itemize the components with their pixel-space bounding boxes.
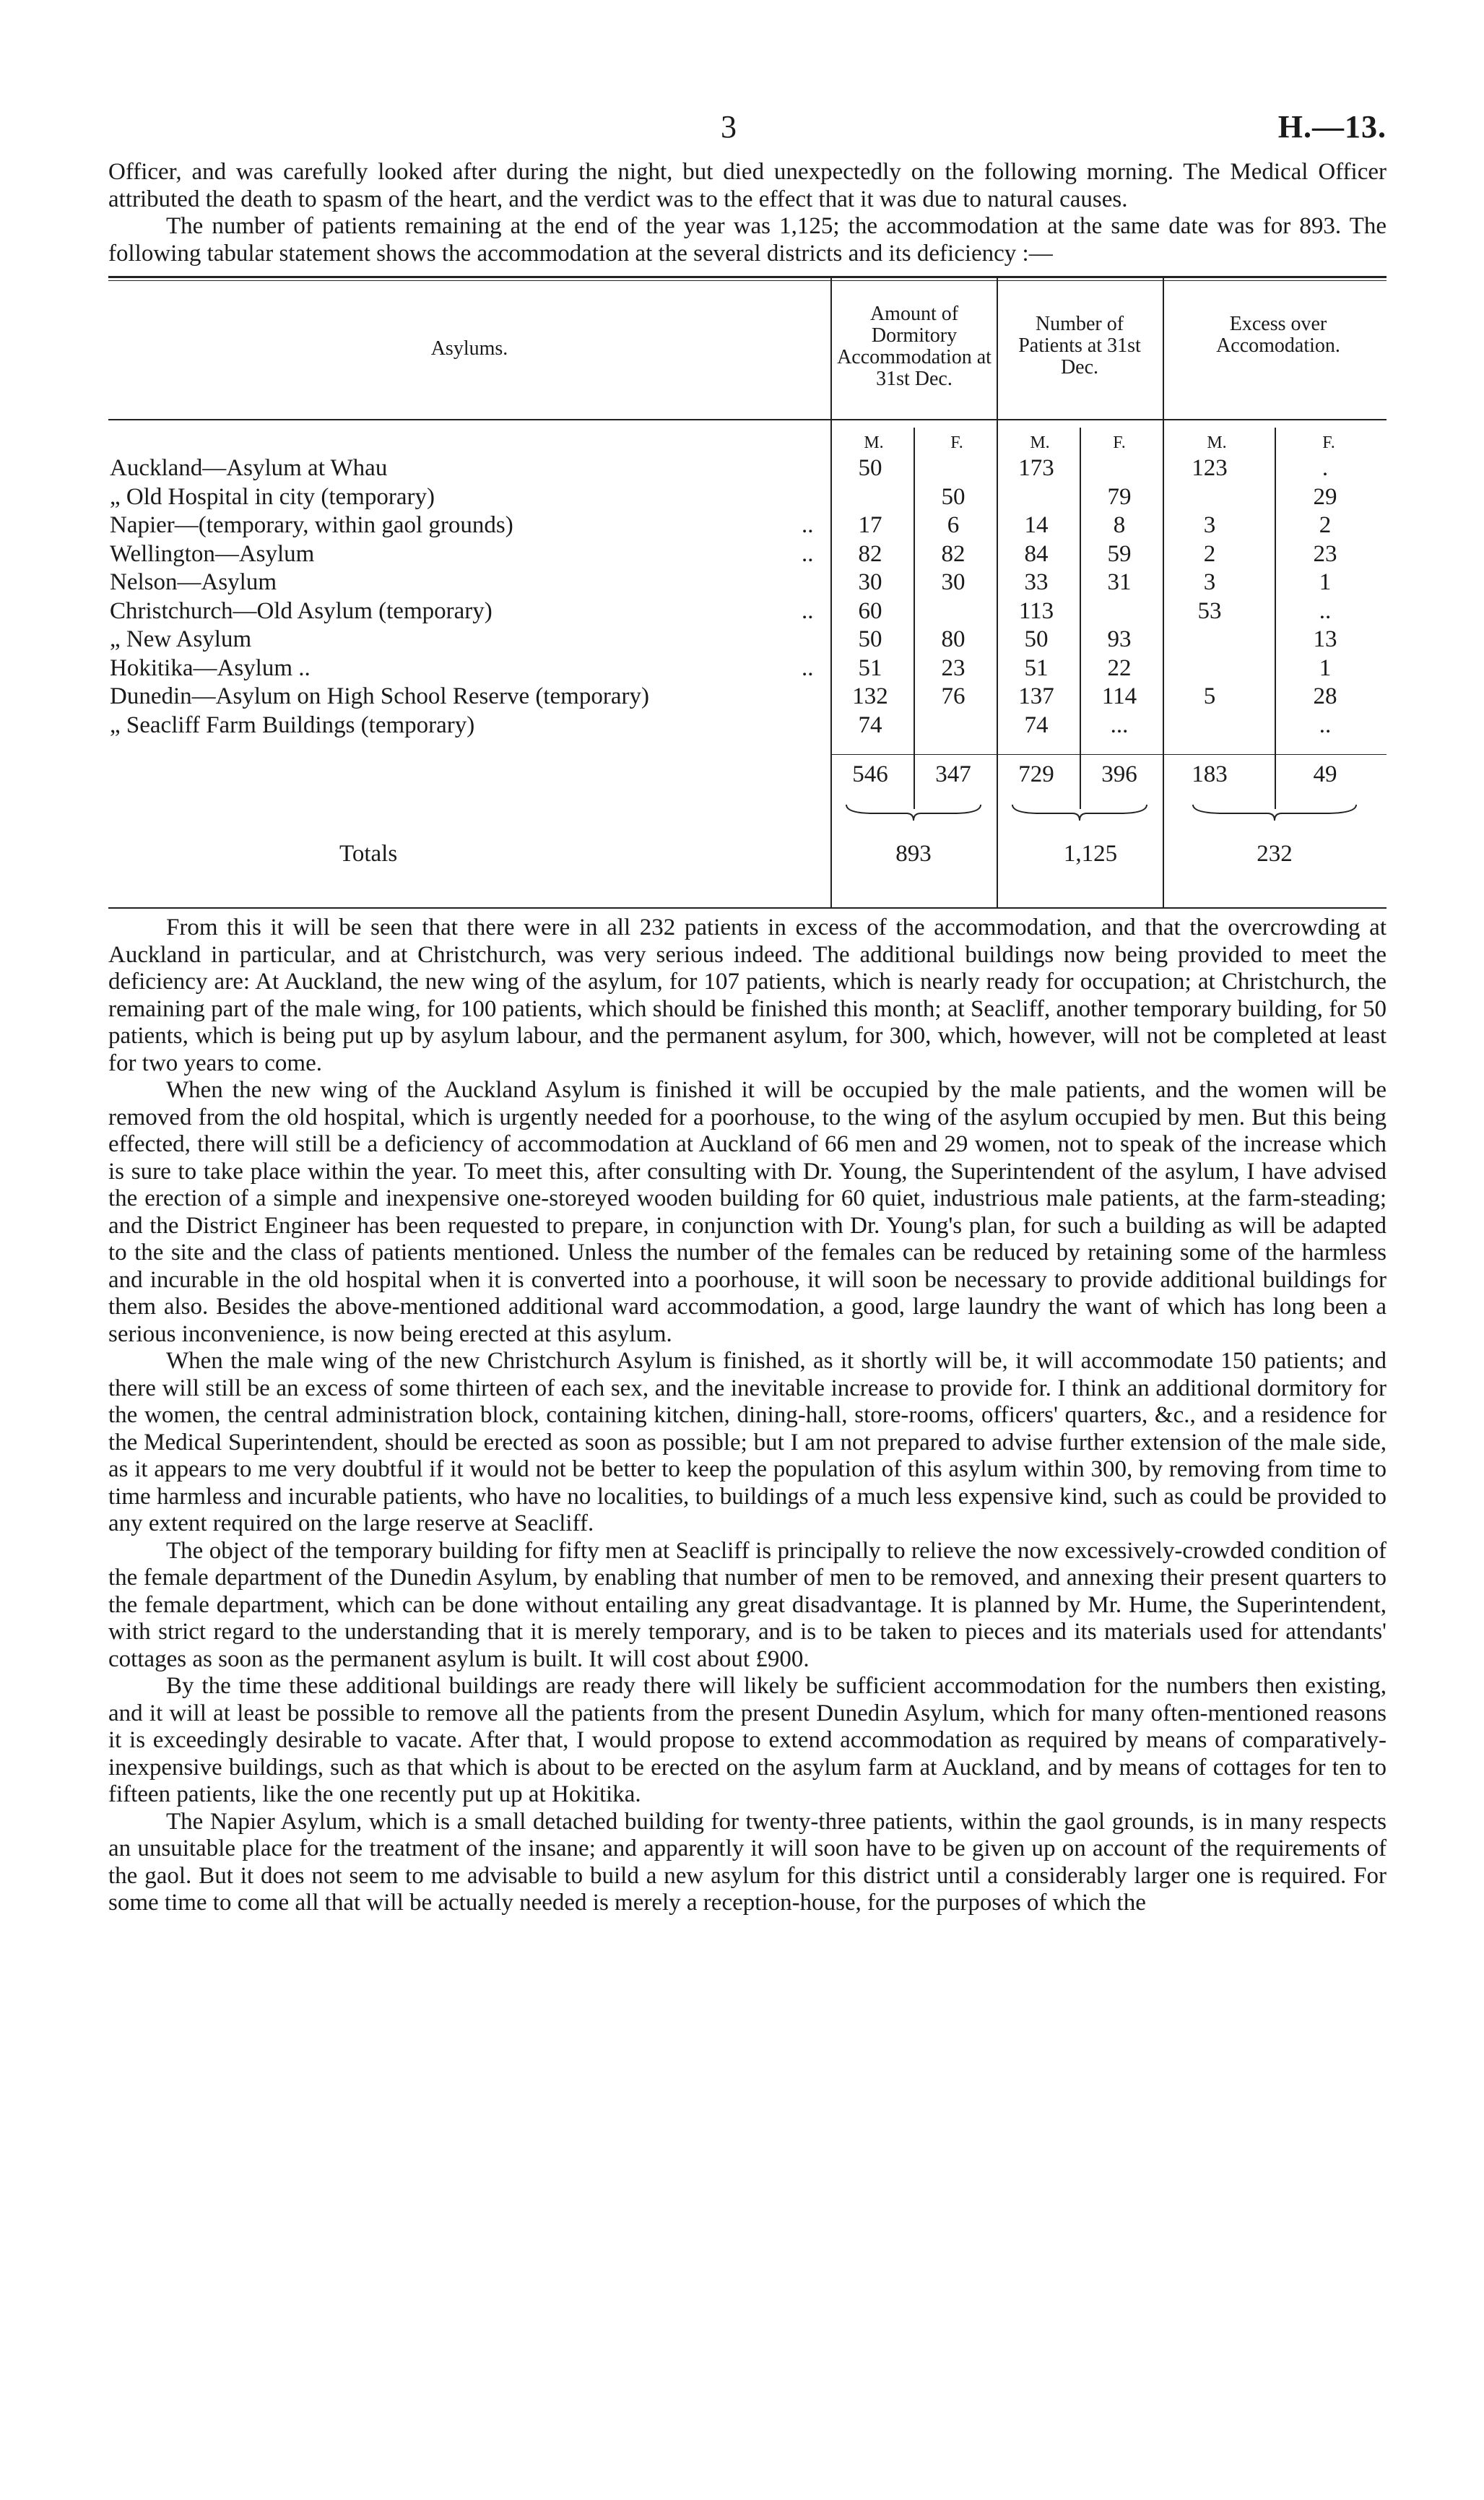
table-cell-af: 50 bbox=[941, 483, 966, 510]
intro-paragraph-1: Officer, and was carefully looked after during the night, but died unexpectedly on the following morning. The Medical Officer attributed the death to spasm of the heart, and the verdict was to the effect that it was due to natural causes. bbox=[108, 159, 1387, 212]
sub-header-amount-m: M. bbox=[864, 433, 884, 452]
table-cell-em: 2 bbox=[1203, 540, 1216, 567]
table-cell-am: 50 bbox=[858, 455, 882, 481]
table-cell-em: 3 bbox=[1203, 569, 1216, 595]
table-cell-pm: 33 bbox=[1024, 569, 1049, 595]
table-cell-ef: 23 bbox=[1313, 540, 1337, 567]
subtotal-patients-m: 729 bbox=[1018, 761, 1054, 787]
table-cell-pm: 113 bbox=[1018, 597, 1054, 624]
table-cell-am: 30 bbox=[858, 569, 882, 595]
sub-divider-excess bbox=[1275, 428, 1276, 809]
table-row-label: „ Old Hospital in city (temporary) bbox=[110, 483, 435, 510]
brace-excess bbox=[1192, 802, 1358, 823]
total-excess: 232 bbox=[1257, 841, 1293, 867]
table-row-leader: .. bbox=[802, 540, 814, 567]
table-top-rule bbox=[108, 276, 1387, 278]
table-cell-pm: 50 bbox=[1024, 626, 1049, 652]
table-row-label: Nelson—Asylum bbox=[110, 569, 277, 595]
table-row-label: Wellington—Asylum bbox=[110, 540, 315, 567]
table-cell-pf: 8 bbox=[1113, 512, 1126, 538]
subtotal-amount-m: 546 bbox=[852, 761, 888, 787]
table-cell-ef: 1 bbox=[1319, 569, 1332, 595]
header-excess: Excess over Accomodation. bbox=[1216, 313, 1340, 357]
header-amount: Amount of Dormitory Accommodation at 31st Dec. bbox=[837, 303, 991, 390]
brace-patients bbox=[1011, 802, 1148, 823]
header-asylums: Asylums. bbox=[430, 337, 508, 360]
sub-header-patients-f: F. bbox=[1113, 433, 1126, 452]
sub-divider-patients bbox=[1080, 428, 1081, 809]
table-row-label: „ New Asylum bbox=[110, 626, 252, 652]
table-cell-pm: 137 bbox=[1018, 683, 1054, 709]
table-cell-af: 6 bbox=[947, 512, 960, 538]
sub-header-patients-m: M. bbox=[1030, 433, 1050, 452]
subtotal-rule bbox=[830, 754, 1387, 755]
table-cell-am: 17 bbox=[858, 512, 882, 538]
table-row-label: Hokitika—Asylum .. bbox=[110, 654, 311, 681]
col-divider-1 bbox=[830, 276, 832, 909]
page bbox=[108, 108, 1387, 1917]
sub-header-amount-f: F. bbox=[950, 433, 963, 452]
body-text bbox=[108, 914, 1387, 1917]
paragraph-5: By the time these additional buildings are ready there will likely be sufficient accommodation for the numbers then existing, and it will at least be possible to remove all the patients from the present Dunedin Asylum, which for many often-mentioned reasons it is exceedingly desirable to vacate. After that, I would propose to extend accommodation as required by means of comparatively-inexpensive buildings, such as that which is about to be erected on the asylum farm at Auckland, and by means of cottages for ten to fifteen patients, like the one recently put up at Hokitika. bbox=[108, 1673, 1387, 1807]
accommodation-table bbox=[108, 276, 1387, 910]
table-cell-am: 82 bbox=[858, 540, 882, 567]
subtotal-excess-m: 183 bbox=[1192, 761, 1228, 787]
table-cell-af: 30 bbox=[941, 569, 966, 595]
page-number: 3 bbox=[721, 109, 737, 144]
sub-header-excess-m: M. bbox=[1207, 433, 1227, 452]
total-amount: 893 bbox=[895, 841, 932, 867]
header-patients: Number of Patients at 31st Dec. bbox=[1018, 313, 1141, 379]
table-cell-ef: .. bbox=[1319, 597, 1332, 624]
subtotal-excess-f: 49 bbox=[1313, 761, 1337, 787]
sub-divider-amount bbox=[914, 428, 915, 809]
table-cell-em: 5 bbox=[1203, 683, 1216, 709]
table-bottom-rule bbox=[108, 907, 1387, 909]
table-cell-ef: .. bbox=[1319, 711, 1332, 738]
brace-amount bbox=[845, 802, 982, 823]
table-cell-pm: 84 bbox=[1024, 540, 1049, 567]
table-row-label: Dunedin—Asylum on High School Reserve (temporary) bbox=[110, 683, 649, 709]
table-cell-am: 50 bbox=[858, 626, 882, 652]
table-row-leader: .. bbox=[802, 512, 814, 538]
col-divider-3 bbox=[1163, 276, 1164, 909]
table-cell-em: 123 bbox=[1192, 455, 1228, 481]
table-cell-ef: 13 bbox=[1313, 626, 1337, 652]
intro-paragraph-2: The number of patients remaining at the end of the year was 1,125; the accommodation at the same date was for 893. The following tabular statement shows the accommodation at the several districts and its deficiency :— bbox=[108, 213, 1387, 267]
table-cell-pf: 31 bbox=[1107, 569, 1132, 595]
total-patients: 1,125 bbox=[1063, 841, 1118, 867]
paragraph-6: The Napier Asylum, which is a small detached building for twenty-three patients, within the gaol grounds, is in many respects an unsuitable place for the treatment of the insane; and apparently it will soon have to be given up on account of the requirements of the gaol. But it does not seem to me advisable to build a new asylum for this district until a considerably larger one is required. For some time to come all that will be actually needed is merely a reception-house, for the purposes of which the bbox=[108, 1808, 1387, 1916]
table-cell-am: 132 bbox=[852, 683, 888, 709]
table-cell-em: 53 bbox=[1197, 597, 1222, 624]
table-cell-ef: 2 bbox=[1319, 512, 1332, 538]
table-row-label: „ Seacliff Farm Buildings (temporary) bbox=[110, 711, 475, 738]
table-cell-af: 80 bbox=[941, 626, 966, 652]
table-cell-am: 74 bbox=[858, 711, 882, 738]
page-header bbox=[108, 108, 1387, 159]
subtotal-amount-f: 347 bbox=[935, 761, 971, 787]
table-header-rule bbox=[108, 419, 1387, 420]
paragraph-3: When the male wing of the new Christchurch Asylum is finished, as it shortly will be, it will accommodate 150 patients; and there will still be an excess of some thirteen of each sex, and the inevitable increase to provide for. I think an additional dormitory for the women, the central administration block, containing kitchen, dining-hall, store-rooms, officers' quarters, &c., and a residence for the Medical Superintendent, should be erected as soon as possible; but I am not prepared to advise further extension of the male side, as it appears to me very doubtful if it would not be better to keep the population of this asylum within 300, by removing from time to time harmless and incurable patients, who have no localities, to buildings of a much less expensive kind, such as could be provided to any extent required on the large reserve at Seacliff. bbox=[108, 1348, 1387, 1536]
paragraph-2: When the new wing of the Auckland Asylum is finished it will be occupied by the male patients, and the women will be removed from the old hospital, which is urgently needed for a poorhouse, to the wing of the asylum occupied by men. But this being effected, there will still be a deficiency of accommodation at Auckland of 66 men and 29 women, not to speak of the increase which is sure to take place within the year. To meet this, after consulting with Dr. Young, the Superintendent of the asylum, I have advised the erection of a simple and inexpensive one-storeyed wooden building for 60 quiet, industrious male patients, at the farm-steading; and the District Engineer has been requested to prepare, in conjunction with Dr. Young's plan, for such a building as will be adapted to the site and the class of patients mentioned. Unless the number of the females can be reduced by retaining some of the harmless and incurable in the old hospital when it is converted into a poorhouse, it will soon be necessary to provide additional buildings for them also. Besides the above-mentioned additional ward accommodation, a good, large laundry the want of which has long been a serious inconvenience, is now being erected at this asylum. bbox=[108, 1077, 1387, 1347]
subtotal-patients-f: 396 bbox=[1101, 761, 1137, 787]
table-top-rule-thin bbox=[108, 280, 1387, 281]
table-cell-ef: 29 bbox=[1313, 483, 1337, 510]
table-cell-pm: 51 bbox=[1024, 654, 1049, 681]
sub-header-excess-f: F. bbox=[1322, 433, 1335, 452]
table-cell-am: 60 bbox=[858, 597, 882, 624]
table-cell-em: 3 bbox=[1203, 512, 1216, 538]
table-cell-pf: 59 bbox=[1107, 540, 1132, 567]
table-row-leader: .. bbox=[802, 597, 814, 624]
col-divider-2 bbox=[997, 276, 998, 909]
table-row-label: Napier—(temporary, within gaol grounds) bbox=[110, 512, 513, 538]
table-cell-pm: 14 bbox=[1024, 512, 1049, 538]
document-reference: H.—13. bbox=[1277, 109, 1387, 144]
table-cell-pm: 173 bbox=[1018, 455, 1054, 481]
table-row-leader: .. bbox=[802, 654, 814, 681]
table-cell-pf: ... bbox=[1110, 711, 1129, 738]
totals-label: Totals bbox=[339, 841, 398, 867]
table-row-label: Christchurch—Old Asylum (temporary) bbox=[110, 597, 493, 624]
paragraph-4: The object of the temporary building for fifty men at Seacliff is principally to relieve the now excessively-crowded condition of the female department of the Dunedin Asylum, by enabling that number of men to be removed, and annexing their present quarters to the female department, which can be done without entailing any great disadvantage. It is planned by Mr. Hume, the Superintendent, with strict regard to the understanding that it is merely temporary, and is to be taken to pieces and its materials used for attendants' cottages as soon as the permanent asylum is built. It will cost about £900. bbox=[108, 1537, 1387, 1672]
table-cell-ef: 28 bbox=[1313, 683, 1337, 709]
table-cell-pf: 22 bbox=[1107, 654, 1132, 681]
table-row-label: Auckland—Asylum at Whau bbox=[110, 455, 388, 481]
table-cell-af: 82 bbox=[941, 540, 966, 567]
table-cell-pf: 93 bbox=[1107, 626, 1132, 652]
table-cell-ef: . bbox=[1322, 455, 1329, 481]
table-cell-ef: 1 bbox=[1319, 654, 1332, 681]
table-cell-am: 51 bbox=[858, 654, 882, 681]
table-cell-af: 23 bbox=[941, 654, 966, 681]
table-cell-pf: 79 bbox=[1107, 483, 1132, 510]
paragraph-1: From this it will be seen that there were in all 232 patients in excess of the accommodation, and that the overcrowding at Auckland in particular, and at Christchurch, was very serious indeed. The additional buildings now being provided to meet the deficiency are: At Auckland, the new wing of the asylum, for 107 patients, which is nearly ready for occupation; at Christchurch, the remaining part of the male wing, for 100 patients, which should be finished this month; at Seacliff, another temporary building, for 50 patients, which is being put up by asylum labour, and the permanent asylum, for 300, which, however, will not be completed at least for two years to come. bbox=[108, 914, 1387, 1076]
table-cell-pf: 114 bbox=[1101, 683, 1137, 709]
table-cell-pm: 74 bbox=[1024, 711, 1049, 738]
table-cell-af: 76 bbox=[941, 683, 966, 709]
